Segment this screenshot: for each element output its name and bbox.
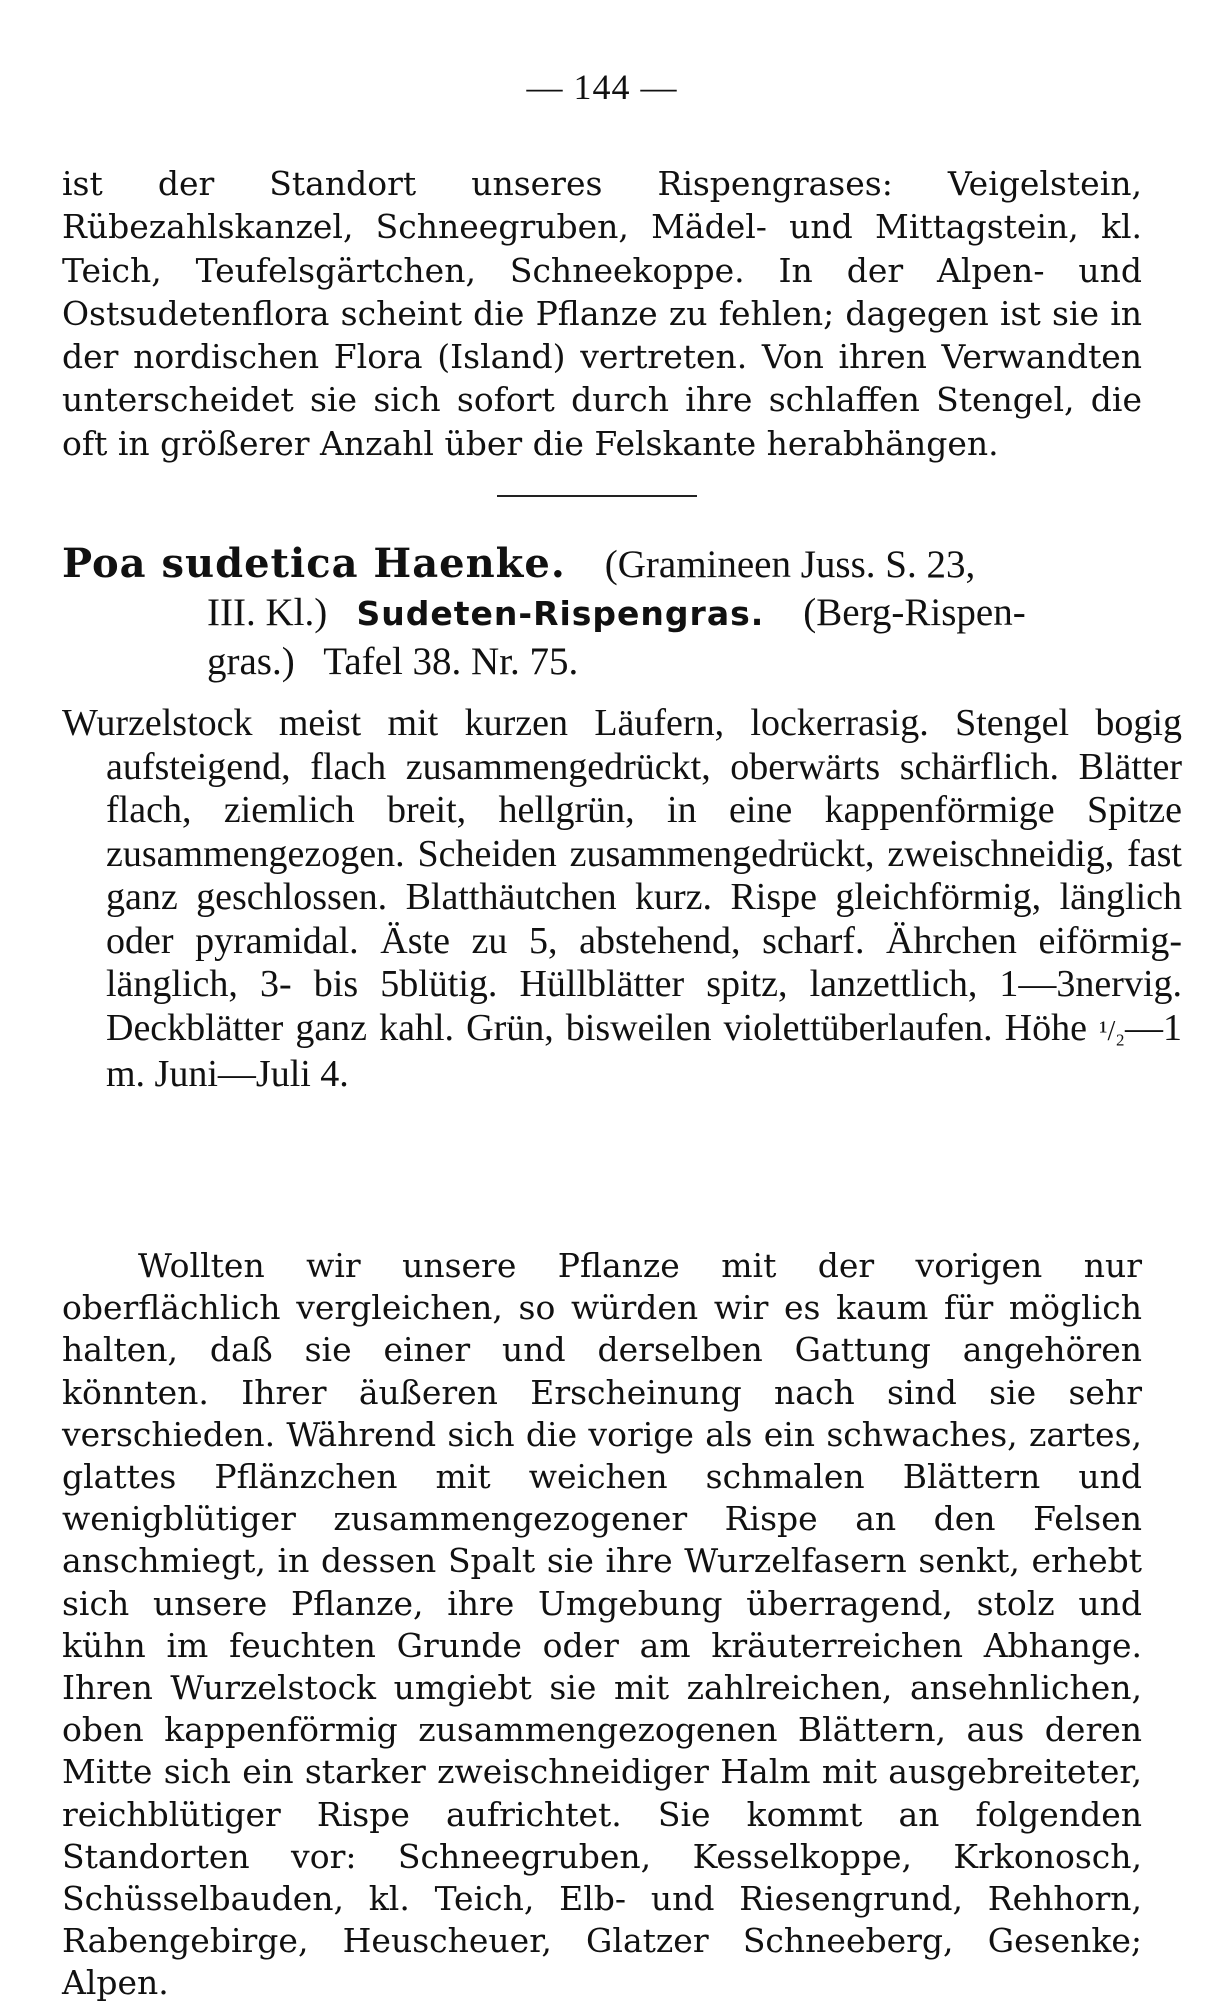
description-text: Wurzelstock meist mit kurzen Läufern, lockerrasig. Stengel bogig aufsteigend, flach zusammengedrückt, oberwärts schärflich. Blätter flach, ziemlich breit, hellgrün, in eine kappenförmige Spitze zusammengezogen. Scheiden zusammengedrückt, zweischneidig, fast ganz geschlossen. Blatthäutchen kurz. Rispe gleichförmig, länglich oder pyramidal. Äste zu 5, abstehend, scharf. Ährchen eiförmig-länglich, 3- bis 5blütig. Hüllblätter spitz, lanzettlich, 1—3nervig. Deckblätter ganz kahl. Grün, bisweilen violettüberlaufen. Höhe [62,702,1182,1049]
section-divider [497,495,697,497]
species-latin-name: Poa sudetica Haenke. [62,540,566,587]
intro-paragraph: ist der Standort unseres Rispengrases: Veigelstein, Rübezahlskanzel, Schneegruben, Mädel- und Mittagstein, kl. Teich, Teufelsgärtchen, Schneekoppe. In der Alpen- und Ostsudetenflora scheint die Pflanze zu fehlen; dagegen ist sie in der nordischen Flora (Island) vertreten. Von ihren Verwandten unterscheidet sie sich sofort durch ihre schlaffen Stengel, die oft in größerer Anzahl über die Felskante herabhängen. [62,164,1142,463]
page-number: — 144 — [526,67,678,107]
species-description [62,702,1182,1097]
species-heading-line-1 [62,540,1142,589]
species-heading-line-3 [62,638,1142,686]
height-fraction: ¹/₂ [1099,1015,1126,1047]
species-german-name: Sudeten-Rispengras. [356,594,765,633]
species-alt-name-end: gras.) [207,640,295,683]
species-heading-line-2 [62,589,1142,638]
notes-paragraph: Wollten wir unsere Pflanze mit der vorigen nur oberflächlich vergleichen, so würden wir es kaum für möglich halten, daß sie einer und derselben Gattung angehören könnten. Ihrer äußeren Erscheinung nach sind sie sehr verschieden. Während sich die vorige als ein schwaches, zartes, glattes Pflänzchen mit weichen schmalen Blättern und wenigblütiger zusammengezogener Rispe an den Felsen anschmiegt, in dessen Spalt sie ihre Wurzelfasern senkt, erhebt sich unsere Pflanze, ihre Umgebung überragend, stolz und kühn im feuchten Grunde oder am kräuterreichen Abhange. Ihren Wurzelstock umgiebt sie mit zahlreichen, ansehnlichen, oben kappenförmig zusammengezogenen Blättern, aus deren Mitte sich ein starker zweischneidiger Halm mit ausgebreiteter, reichblütiger Rispe aufrichtet. Sie kommt an folgenden Standorten vor: Schneegruben, Kesselkoppe, Krkonosch, Schüsselbauden, kl. Teich, Elb- und Riesengrund, Rehhorn, Rabengebirge, Heuscheuer, Glatzer Schneeberg, Gesenke; Alpen. [62,1246,1142,2003]
species-plate-reference: Tafel 38. Nr. 75. [323,640,579,683]
species-classification: (Gramineen Juss. S. 23, [604,543,976,586]
species-heading [62,540,1142,686]
species-classification-class: III. Kl.) [207,591,328,634]
book-page [62,62,1183,2003]
description-text-end: —1 m. Juni—Juli 4. [106,1006,1183,1095]
species-alt-name: (Berg-Rispen- [803,591,1026,634]
